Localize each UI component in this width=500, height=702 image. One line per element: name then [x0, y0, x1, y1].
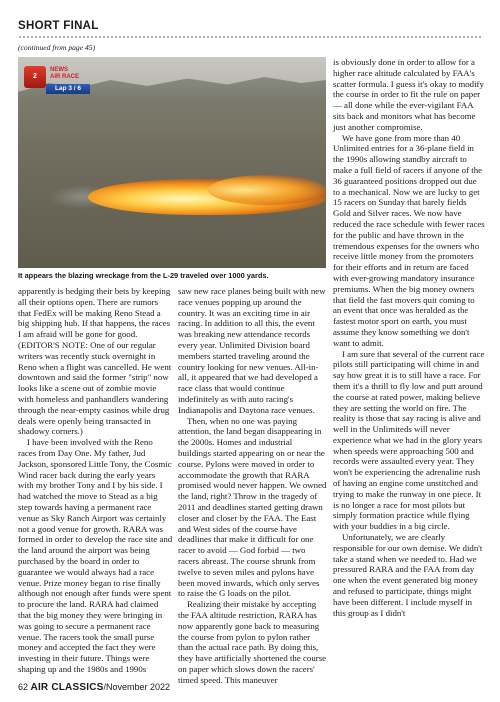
continued-note: (continued from page 45) [18, 43, 96, 52]
section-title: SHORT FINAL [18, 20, 99, 32]
paragraph: is obviously done in order to allow for a higher race altitude calculated by FAA's scatter formula. I guess it's okay to modify the course in order to fit the rule on paper — all done while the ever-vigilant FAA sits back and monitors what has become just another compromise. [333, 57, 484, 132]
paragraph: apparently is hedging their bets by keeping all their options open. There are rumors that FedEx will be making Reno Stead a big shipping hub. If that happens, the races I am afraid will be gone for good. (EDITOR'S NOTE: One of our regular writers was recently stuck overnight in Reno when a flight was cancelled. He went downtown and said the former "strip" now looks like a scene out of zombie movie with homeless and panhandlers wandering through the near-empty casinos while drug deals were openly being transacted in shadowy corners.) [18, 286, 172, 437]
magazine-name: AIR CLASSICS [30, 682, 104, 693]
paragraph: Realizing their mistake by accepting the FAA altitude restriction, RARA has now apparently gone back to measuring the course from pylon to pylon rather than the actual race path. By doing this, they have artificially shortened the course on paper which slows down the racers' timed speed. This maneuver [178, 599, 327, 685]
lap-counter: Lap 3 / 6 [46, 84, 90, 94]
crash-photo [18, 57, 326, 268]
tv-brand-line-2: AIR RACE [50, 74, 80, 80]
paragraph: I am sure that several of the current race pilots still participating will chime in and say how great it is to still have a race. For them it's a thrill to fly low and putt around the course at rated power, making believe they are setting the world on fire. The reality is those that say racing is alive and well in the Unlimiteds will never experience what we had in the glory years when speeds were approaching 500 and records were assaulted every year. They won't be experiencing the adrenaline rush of having an engine come unstitched and trying to make the runway in one piece. It is no longer a race for most pilots but simply formation practice while flying with your buddies in a big circle. [333, 348, 485, 532]
page-number: 62 [18, 682, 29, 692]
article-column-3 [333, 57, 485, 618]
header-dotted-rule [18, 35, 482, 40]
photo-caption: It appears the blazing wreckage from the L-29 traveled over 1000 yards. [18, 271, 269, 280]
tv-brand [50, 67, 79, 81]
tv-brand-line-1: NEWS [50, 67, 68, 73]
paragraph: Unfortunately, we are clearly responsible for our own demise. We didn't take a stand when we needed to. Had we pressured RARA and the FAA from day one when the event generated big money and refused to participate, things might have been different. I include myself in this group as I didn't [333, 532, 483, 618]
paragraph: I have been involved with the Reno races from Day One. My father, Jud Jackson, sponsored Little Tony, the Cosmic Wind racer back during the early years with my brother Tony and I by his side. I had watched the move to Stead as a big step towards having a permanent race venue as Sky Ranch Airport was certainly not a good venue for growth. RARA was formed in order to develop the race site and the land around the airport was being purchased by the board in order to guarantee we would always had a race venue. Prize money began to rise finally although not enough after funds were spent to procure the land. RARA had claimed that the big money they were bringing in was going to secure a permanent race venue. The racers took the small purse money and accepted the fact they were investing in their future. Things were shaping up and the 1980s and 1990s [18, 437, 173, 674]
tv-channel-logo: 2 [24, 66, 46, 88]
paragraph: saw new race planes being built with new race venues popping up around the country. It was an exciting time in air racing. In addition to all this, the event was breaking new attendance records every year. Unlimited Division board members started traveling around the country looking for new venues. All-in-all, it appeared that we had developed a race class that would continue indefinitely as with auto racing's Indianapolis and Daytona race venues. [178, 286, 326, 415]
paragraph: We have gone from more than 40 Unlimited entries for a 36-plane field in the 1990s allowing standby aircraft to make a full field of racers if anyone of the 36 guaranteed positions dropped out due to a mechanical. Now we are lucky to get 15 racers on Sunday that barely fields Gold and Silver races. We now have reduced the race schedule with fewer races for the public and have thrown in the tremendous expenses for the owners who receive little money from the promoters for their efforts and in return are faced with ever-growing mandatory insurance premiums. When the big money owners that field the fast movers quit coming to an event that once was heralded as the fastest motor sport on earth, you must assume they know something we don't want to admit. [333, 132, 485, 348]
article-column-2 [178, 286, 327, 685]
photo-fireball-secondary [208, 175, 326, 205]
issue-date: /November 2022 [103, 682, 171, 692]
article-column-1 [18, 286, 173, 675]
page-footer [18, 682, 170, 693]
paragraph: Then, when no one was paying attention, the land began disappearing in the 2000s. Homes and industrial buildings started appearing on or near the course. Pylons were moved in order to accommodate the growth that RARA promised would never happen. We owned the land, right? Throw in the tragedy of 2011 and deadlines started getting drawn closer and closer by the FAA. The East and West sides of the course have deadlines that make it difficult for one racer to avoid — God forbid — two racers abreast. The course shrunk from twelve to seven miles and pylons have been moved inwards, which only serves to raise the G loads on the pilot. [178, 415, 327, 599]
